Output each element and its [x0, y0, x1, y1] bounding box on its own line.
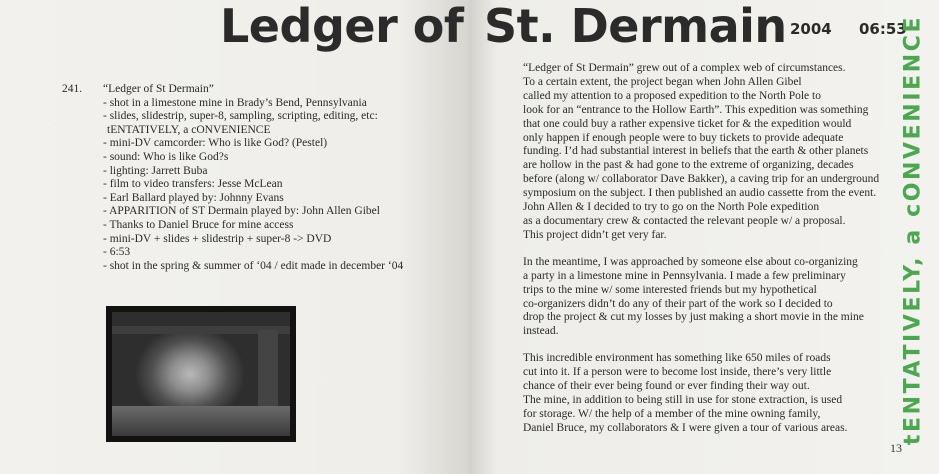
title-right-part: St. Dermain: [484, 0, 787, 53]
paragraph-2: [523, 256, 903, 339]
text-line: This project didn’t get very far.: [523, 228, 667, 241]
credit-line: - lighting: Jarrett Buba: [103, 164, 208, 177]
paragraph-3: [523, 352, 903, 435]
credit-line: - 6:53: [103, 246, 131, 259]
credits-list: [103, 83, 453, 273]
text-line: instead.: [523, 325, 559, 338]
credit-line: - Earl Ballard played by: Johnny Evans: [103, 191, 284, 204]
credit-line: “Ledger of St Dermain”: [103, 83, 214, 95]
credit-line: - film to video transfers: Jesse McLean: [103, 178, 283, 191]
year-label: 2004: [790, 20, 832, 38]
paragraph-1: [523, 62, 903, 243]
text-line: funding. I’d had substantial interest in beliefs that the earth & other planets: [523, 145, 869, 158]
text-line: called my attention to a proposed expedition to the North Pole to: [523, 89, 821, 102]
text-line: John Allen & I decided to try to go on the North Pole expedition: [523, 201, 820, 214]
credit-line: - sound: Who is like God?s: [103, 150, 229, 163]
text-line: cut into it. If a person were to become lost inside, there’s very little: [523, 366, 832, 379]
credit-line: - shot in the spring & summer of ‘04 / edit made in december ‘04: [103, 259, 404, 272]
sidebar-strip: [893, 10, 933, 450]
duration-label: 06:53: [858, 20, 907, 38]
text-line: trips to the mine w/ some interested friends but my hypothetical: [523, 283, 817, 296]
text-line: To a certain extent, the project began when John Allen Gibel: [523, 75, 802, 88]
film-still-image: [106, 306, 296, 442]
text-line: This incredible environment has something like 650 miles of roads: [523, 352, 831, 365]
credit-line: tENTATIVELY, a cONVENIENCE: [107, 123, 271, 136]
credit-line: - shot in a limestone mine in Brady’s Bend, Pennsylvania: [103, 96, 367, 109]
text-line: Daniel Bruce, my collaborators & I were given a tour of various areas.: [523, 421, 848, 434]
credit-line: - Thanks to Daniel Bruce for mine access: [103, 218, 294, 231]
credit-line: - mini-DV + slides + slidestrip + super-8 -> DVD: [103, 232, 332, 245]
text-line: drop the project & cut my losses by just making a short movie in the mine: [523, 311, 864, 324]
text-line: chance of their ever being found or ever finding their way out.: [523, 380, 810, 393]
text-line: a party in a limestone mine in Pennsylvania. I made a few preliminary: [523, 269, 846, 282]
text-line: that one could buy a rather expensive ticket for & the expedition would: [523, 117, 852, 130]
text-line: The mine, in addition to being still in use for stone extraction, is used: [523, 393, 843, 406]
track-number: 241.: [62, 83, 83, 95]
essay-text: [523, 62, 903, 449]
text-line: symposium on the subject. I then published an audio cassette from the event.: [523, 187, 877, 200]
text-line: co-organizers didn’t do any of their part of the work so I decided to: [523, 297, 833, 310]
page-number: 13: [890, 441, 902, 455]
tunnel-floor: [112, 406, 290, 436]
text-line: for storage. W/ the help of a member of the mine owning family,: [523, 407, 821, 420]
credit-line: - slides, slidestrip, super-8, sampling, scripting, editing, etc:: [103, 110, 378, 123]
text-line: look for an “entrance to the Hollow Earth”. This expedition was something: [523, 103, 869, 116]
mine-tunnel-picture: [112, 312, 290, 436]
credit-line: - mini-DV camcorder: Who is like God? (Pestel): [103, 137, 328, 150]
artist-name-vertical: tENTATIVELY, a cONVENIENCE: [900, 14, 926, 446]
text-line: In the meantime, I was approached by someone else about co-organizing: [523, 255, 858, 268]
title-left-part: Ledger of: [220, 0, 464, 53]
text-line: only happen if enough people were to buy tickets to provide adequate: [523, 131, 844, 144]
text-line: as a documentary crew & contacted the relevant people w/ a proposal.: [523, 214, 846, 227]
text-line: are hollow in the past & had gone to the extreme of organizing, decades: [523, 159, 854, 172]
text-line: before (along w/ collaborator Dave Bakker), a caving trip for an underground: [523, 173, 880, 186]
credit-line: - APPARITION of ST Dermain played by: John Allen Gibel: [103, 205, 380, 218]
title-meta: [790, 20, 907, 38]
text-line: “Ledger of St Dermain” grew out of a complex web of circumstances.: [523, 62, 846, 74]
